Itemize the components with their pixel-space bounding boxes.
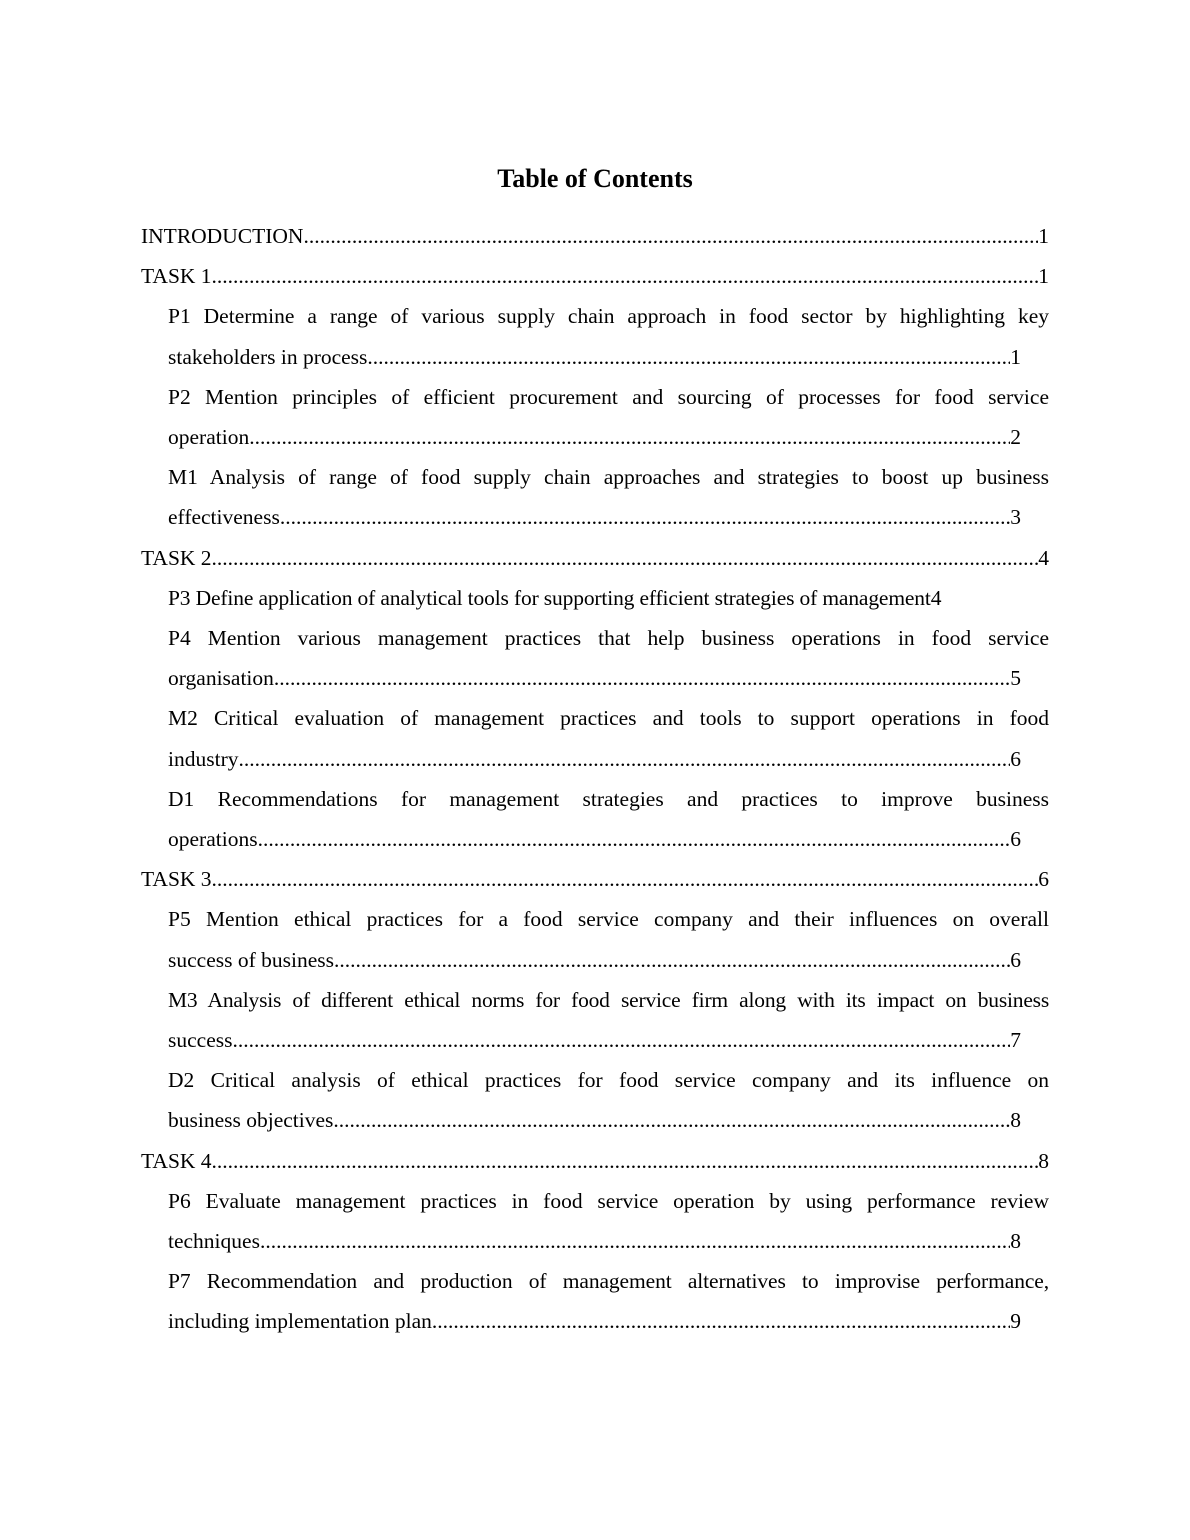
- toc-entry-title-line2: [168, 337, 1049, 377]
- toc-entry-d1[interactable]: [141, 779, 1049, 859]
- toc-page-number: 6: [1010, 827, 1021, 852]
- toc-entry-d2[interactable]: [141, 1060, 1049, 1140]
- toc-page-number: 4: [1038, 545, 1049, 570]
- toc-entry-title-line1: P4 Mention various management practices that help business operations in food service: [168, 626, 1049, 651]
- toc-entry-title: business objectives: [168, 1108, 334, 1133]
- dot-leader: [303, 216, 1038, 256]
- dot-leader: [212, 256, 1039, 296]
- toc-entry-title-line1: M3 Analysis of different ethical norms for food service firm along with its impact on business: [168, 987, 1049, 1012]
- toc-entry-title: industry: [168, 746, 239, 771]
- toc-entry-title-line1: P1 Determine a range of various supply chain approach in food sector by highlighting key: [168, 304, 1049, 329]
- toc-entry-title-line1: D2 Critical analysis of ethical practices for food service company and its influence on: [168, 1068, 1049, 1093]
- toc-page-number: 5: [1010, 666, 1021, 691]
- toc-entry-title: success of business: [168, 947, 335, 972]
- toc-entry-title-line1: P5 Mention ethical practices for a food service company and their influences on overall: [168, 907, 1049, 932]
- toc-entry-p3[interactable]: [141, 578, 1049, 618]
- toc-entry-title-line2: [168, 417, 1049, 457]
- toc-entry-title-line1: P6 Evaluate management practices in food service operation by using performance review: [168, 1188, 1049, 1213]
- toc-entry-title-line2: [168, 1301, 1049, 1341]
- toc-entry-title: organisation: [168, 666, 274, 691]
- dot-leader: [258, 819, 1011, 859]
- toc-entry-task-3[interactable]: [141, 859, 1049, 899]
- dot-leader: [280, 497, 1010, 537]
- toc-page-number: 8: [1010, 1108, 1021, 1133]
- toc-page-number: 8: [1010, 1229, 1021, 1254]
- dot-leader: [212, 538, 1039, 578]
- toc-entry-title: operations: [168, 827, 258, 852]
- dot-leader: [367, 337, 1010, 377]
- toc-entry-title-line2: [168, 819, 1049, 859]
- toc-page-number: 9: [1010, 1309, 1021, 1334]
- toc-entry-title: TASK 4: [141, 1148, 212, 1173]
- toc-page-number: 6: [1038, 867, 1049, 892]
- toc-page-number: 6: [1010, 947, 1021, 972]
- toc-entry-title-line2: [168, 658, 1049, 698]
- dot-leader: [274, 658, 1010, 698]
- toc-entry-title: P3 Define application of analytical tools for supporting efficient strategies of management: [168, 585, 931, 610]
- dot-leader: [232, 1020, 1010, 1060]
- dot-leader: [212, 859, 1039, 899]
- toc-entry-p2[interactable]: [141, 377, 1049, 457]
- toc-entry-task-4[interactable]: [141, 1141, 1049, 1181]
- toc-entry-title-line2: [168, 1020, 1049, 1060]
- toc-entry-m3[interactable]: [141, 980, 1049, 1060]
- dot-leader: [333, 1100, 1010, 1140]
- toc-entry-title-line1: P7 Recommendation and production of management alternatives to improvise performance,: [168, 1269, 1049, 1294]
- toc-page-number: 6: [1010, 746, 1021, 771]
- toc-page-number: 7: [1010, 1028, 1021, 1053]
- toc-entry-title-line2: [168, 1100, 1049, 1140]
- toc-entry-title-line2: [168, 497, 1049, 537]
- toc-entry-m2[interactable]: [141, 698, 1049, 778]
- dot-leader: [334, 940, 1010, 980]
- toc-page-number: 8: [1038, 1148, 1049, 1173]
- toc-entry-title-line2: [168, 940, 1049, 980]
- dot-leader: [432, 1301, 1010, 1341]
- toc-entry-title-line1: M2 Critical evaluation of management practices and tools to support operations in food: [168, 706, 1049, 731]
- toc-entry-title: TASK 1: [141, 264, 212, 289]
- toc-entry-title: stakeholders in process: [168, 344, 368, 369]
- toc-page-number: 1: [1038, 264, 1049, 289]
- toc-page-number: 1: [1010, 344, 1021, 369]
- toc-entry-title-line1: D1 Recommendations for management strategies and practices to improve business: [168, 786, 1049, 811]
- toc-entry-title: techniques: [168, 1229, 260, 1254]
- toc-entry-title: TASK 2: [141, 545, 212, 570]
- toc-entry-title: TASK 3: [141, 867, 212, 892]
- toc-entry-title: INTRODUCTION: [141, 224, 304, 248]
- toc-title: Table of Contents: [497, 164, 693, 193]
- toc-entry-title: including implementation plan: [168, 1309, 432, 1334]
- toc-entry-title: operation: [168, 425, 250, 450]
- toc-entry-title: effectiveness: [168, 505, 280, 530]
- toc-entry-p7[interactable]: [141, 1261, 1049, 1341]
- toc-entry-title-line2: [168, 1221, 1049, 1261]
- dot-leader: [212, 1141, 1039, 1181]
- dot-leader: [238, 739, 1010, 779]
- toc-page-number: 1: [1038, 224, 1049, 248]
- toc-entry-p1[interactable]: [141, 296, 1049, 376]
- toc-list: [141, 216, 1049, 1342]
- toc-entry-title-line1: M1 Analysis of range of food supply chain approaches and strategies to boost up business: [168, 465, 1049, 490]
- toc-entry-task-1[interactable]: [141, 256, 1049, 296]
- toc-entry-title: success: [168, 1028, 233, 1053]
- toc-page-number: 2: [1010, 425, 1021, 450]
- dot-leader: [249, 417, 1010, 457]
- toc-entry-title-line2: [168, 739, 1049, 779]
- toc-entry-p5[interactable]: [141, 899, 1049, 979]
- toc-entry-p6[interactable]: [141, 1181, 1049, 1261]
- toc-entry-task-2[interactable]: [141, 538, 1049, 578]
- toc-entry-m1[interactable]: [141, 457, 1049, 537]
- toc-page-number: 3: [1010, 505, 1021, 530]
- toc-page-number: 4: [930, 585, 942, 610]
- dot-leader: [260, 1221, 1010, 1261]
- toc-entry-p4[interactable]: [141, 618, 1049, 698]
- toc-entry-title-line1: P2 Mention principles of efficient procurement and sourcing of processes for food service: [168, 384, 1049, 409]
- toc-entry-introduction[interactable]: [141, 216, 1049, 256]
